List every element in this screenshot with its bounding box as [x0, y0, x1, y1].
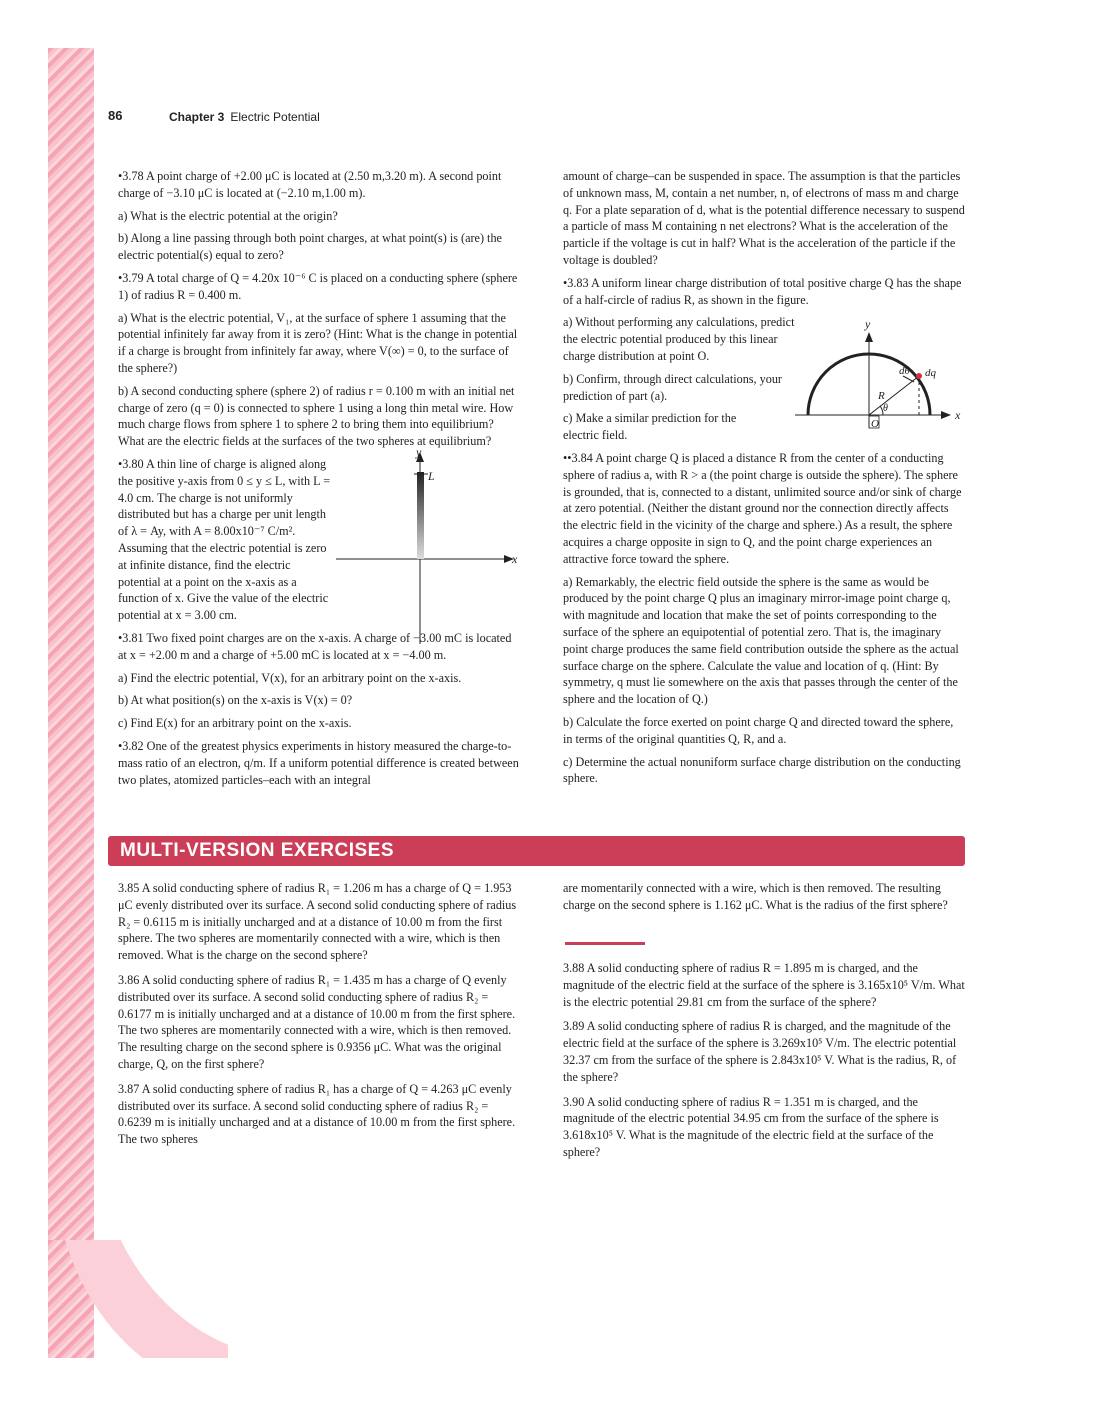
page-header: [108, 108, 320, 124]
problem-379-b: b) A second conducting sphere (sphere 2) of radius r = 0.100 m with an initial net charge of zero (q = 0) is connected to sphere 1 using a long thin metal wire. How much charge flows from sphere 1 to sphere 2 to bring them into equilibrium? What are the electric fields at the surfaces of the two spheres at equilibrium?: [118, 383, 515, 449]
problem-382-cont: amount of charge–can be suspended in space. The assumption is that the particles of unknown mass, M, contain a net number, n, of electrons of mass m and charge q. For a plate separation of d, what is the potential difference necessary to suspend a particle of mass M containing n net electrons? What is the acceleration of the particle if the voltage is cut in half? What is the acceleration of the particle if the voltage is doubled?: [563, 169, 965, 267]
problem-383-b: b) Confirm, through direct calculations, your prediction of part (a).: [563, 371, 782, 403]
problem-381: •3.81 Two fixed point charges are on the x-axis. A charge of −3.00 mC is located at x = +2.00 m and a charge of +5.00 mC is located at x = −4.00 m.: [118, 630, 512, 662]
figure-380-x-label: x: [512, 552, 518, 566]
figure-380-L-label: L: [428, 469, 435, 483]
chapter-label: Chapter 3: [169, 110, 225, 124]
problem-378: •3.78 A point charge of +2.00 μC is located at (2.50 m,3.20 m). A second point charge of −3.10 μC is located at (−2.10 m,1.00 m).: [118, 169, 502, 200]
figure-380-y-label: y: [416, 445, 422, 459]
figure-383-y-arrow: [865, 332, 873, 342]
figure-383-x-label: x: [955, 408, 961, 422]
figure-383-O-label: O: [871, 418, 879, 430]
figure-383-x-arrow: [941, 411, 951, 419]
right-column: [563, 168, 965, 793]
multi-version-right: [563, 880, 965, 920]
problem-383-a: a) Without performing any calculations, predict the electric potential produced by this linear charge distribution at point O.: [563, 315, 795, 363]
problem-389: 3.89 A solid conducting sphere of radius R is charged, and the magnitude of the electric field at the surface of the sphere is 3.269x10⁵ V/m. The electric potential 32.37 cm from the surface of the sphere is 2.843x10⁵ V. What is the radius, R, of the sphere?: [563, 1019, 957, 1084]
problem-379: •3.79 A total charge of Q = 4.20x 10⁻⁶ C is placed on a conducting sphere (sphere 1) of radius R = 0.400 m.: [118, 270, 518, 302]
figure-380-charged-rod: [417, 472, 424, 559]
problem-379-a: a) What is the electric potential, V₁, at the surface of sphere 1 assuming that the potential infinitely far away from it is zero? (Hint: What is the change in potential if a charge is brought from infinitely far away, where V(∞) = 0, to the surface of the sphere?): [118, 310, 518, 375]
chapter-heading: [169, 110, 320, 124]
problem-383: •3.83 A uniform linear charge distribution of total positive charge Q has the shape of a half-circle of radius R, as shown in the figure.: [563, 275, 962, 307]
figure-383-dq-label: dq: [925, 367, 936, 379]
problem-384-b: b) Calculate the force exerted on point charge Q and directed toward the sphere, in terms of the original quantities Q, R, and a.: [563, 714, 954, 746]
problem-381-b: b) At what position(s) on the x-axis is V(x) = 0?: [118, 693, 353, 708]
problem-378-b: b) Along a line passing through both point charges, at what point(s) is (are) the electric potential(s) equal to zero?: [118, 231, 502, 263]
figure-380: [336, 444, 522, 644]
problem-383-c: c) Make a similar prediction for the electric field.: [563, 411, 737, 443]
decorative-side-band: [48, 48, 94, 1358]
problem-390: 3.90 A solid conducting sphere of radius R = 1.351 m is charged, and the magnitude of the electric potential 34.95 cm from the surface of the sphere is 3.618x10⁵ V. What is the magnitude of the electric field at the surface of the sphere?: [563, 1094, 939, 1159]
problem-385: 3.85 A solid conducting sphere of radius R₁ = 1.206 m has a charge of Q = 1.953 μC evenly distributed over its surface. A second solid conducting sphere of radius R₂ = 0.6115 m is initially uncharged and at a distance of 10.00 m from the first sphere. The two spheres are momentarily connected with a wire, which is then removed. What is the charge on the second sphere?: [118, 881, 517, 963]
decorative-band-curve: [48, 1240, 228, 1358]
page-number: 86: [108, 108, 123, 123]
figure-383-R-label: R: [878, 390, 885, 402]
chapter-title: Electric Potential: [230, 110, 320, 124]
problem-381-a: a) Find the electric potential, V(x), for an arbitrary point on the x-axis.: [118, 670, 462, 685]
problem-382: •3.82 One of the greatest physics experiments in history measured the charge-to-mass ratio of an electron, q/m. If a uniform potential difference is created between two plates, atomized particles–each with an integral: [118, 738, 519, 787]
problem-381-c: c) Find E(x) for an arbitrary point on the x-axis.: [118, 716, 352, 731]
figure-383-radius-line: [869, 376, 919, 415]
problem-386: 3.86 A solid conducting sphere of radius R₁ = 1.435 m has a charge of Q evenly distributed over its surface. A second solid conducting sphere of radius R₂ = 0.6177 m is initially uncharged and at a distance of 10.00 m from the first sphere. The two spheres are momentarily connected with a wire, which is then removed. The resulting charge on the second sphere is 0.9356 μC. What was the original charge, Q, on the first sphere?: [118, 972, 516, 1071]
figure-383-theta-label: θ: [883, 403, 888, 414]
problem-380: •3.80 A thin line of charge is aligned along the positive y-axis from 0 ≤ y ≤ L, with L = 4.0 cm. The charge is not uniformly distributed but has a charge per unit length of λ = Ay, with A = 8.00x10⁻⁷ C/m². Assuming that the electric potential is zero at infinite distance, find the electric potential at a point on the x-axis as a function of x. Give the value of the electric potential at x = 3.00 cm.: [118, 456, 331, 623]
problem-387: 3.87 A solid conducting sphere of radius R₁ has a charge of Q = 4.263 μC evenly distributed over its surface. A second solid conducting sphere of radius R₂ = 0.6239 m is initially uncharged and at a distance of 10.00 m from the first sphere. The two spheres: [118, 1081, 516, 1147]
figure-383-dtheta-label: dθ: [899, 365, 910, 377]
problem-384: ••3.84 A point charge Q is placed a distance R from the center of a conducting sphere of radius a, with R > a (the point charge is outside the sphere). The sphere is grounded, that is, connected to a distant, unlimited source and/or sink of charge at zero potential. (Neither the distant ground nor the connection directly affects the electric field in the vicinity of the charge and sphere.) As a result, the sphere acquires a charge opposite in sign to Q, and the point charge experiences an attractive force toward the sphere.: [563, 450, 962, 566]
problem-378-a: a) What is the electric potential at the origin?: [118, 208, 338, 223]
problem-384-c: c) Determine the actual nonuniform surface charge distribution on the conducting sphere.: [563, 754, 961, 786]
section-separator: [565, 942, 645, 945]
figure-383-dq-point: [916, 373, 922, 379]
problem-384-a: a) Remarkably, the electric field outside the sphere is the same as would be produced by the point charge Q plus an imaginary mirror-image point charge q, with magnitude and location that make the set of points corresponding to the surface of the sphere an equipotential of potential zero. That is, the imaginary point charge produces the same field contribution outside the sphere as the actual surface charge on the sphere. Calculate the value and location of q. (Hint: By symmetry, q must lie somewhere on the axis that passes through the center of the sphere and the location of Q.): [563, 574, 959, 707]
multi-version-left: [118, 880, 520, 1154]
figure-383: [795, 318, 967, 434]
multi-version-right-lower: [563, 960, 965, 1167]
figure-383-y-label: y: [865, 318, 871, 331]
multi-version-title: MULTI-VERSION EXERCISES: [108, 836, 965, 866]
problem-388: 3.88 A solid conducting sphere of radius R = 1.895 m is charged, and the magnitude of the electric field at the surface of the sphere is 3.165x10⁵ V/m. What is the electric potential 29.81 cm from the surface of the sphere?: [563, 961, 965, 1009]
problem-387-cont: are momentarily connected with a wire, which is then removed. The resulting charge on the second sphere is 1.162 μC. What is the radius of the first sphere?: [563, 881, 948, 912]
